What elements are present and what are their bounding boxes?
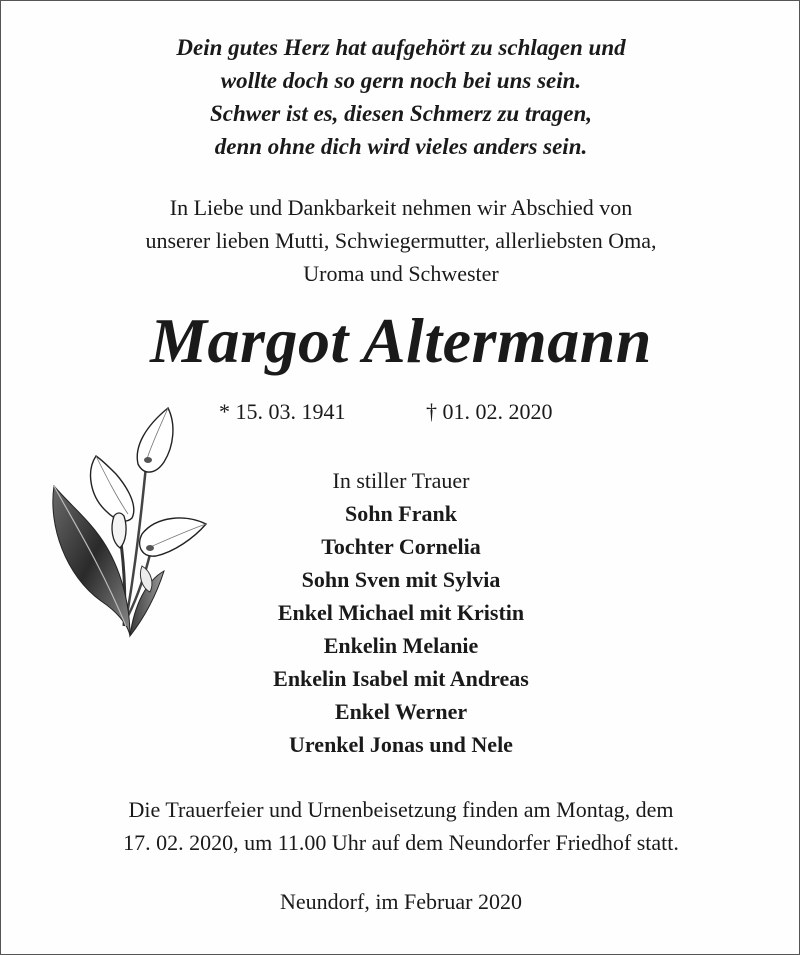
mourners-list xyxy=(1,497,800,761)
mourner-name: Enkelin Isabel mit Andreas xyxy=(273,666,529,691)
mourner-name: Tochter Cornelia xyxy=(321,534,481,559)
mourner-name: Sohn Sven mit Sylvia xyxy=(301,567,501,592)
deceased-name: Margot Altermann xyxy=(150,305,652,376)
poem-line: denn ohne dich wird vieles anders sein. xyxy=(214,134,588,159)
poem-line: Dein gutes Herz hat aufgehört zu schlagen und xyxy=(176,35,626,60)
ceremony-line: 17. 02. 2020, um 11.00 Uhr auf dem Neundorfer Friedhof statt. xyxy=(123,830,679,855)
intro-line: In Liebe und Dankbarkeit nehmen wir Abschied von xyxy=(169,195,633,220)
birth-date: * 15. 03. 1941 xyxy=(219,399,346,424)
death-date: † 01. 02. 2020 xyxy=(426,399,553,424)
ceremony-line: Die Trauerfeier und Urnenbeisetzung finden am Montag, dem xyxy=(128,797,674,822)
mourner-name: Enkel Werner xyxy=(334,699,468,724)
intro-text xyxy=(1,191,800,290)
poem-line: wollte doch so gern noch bei uns sein. xyxy=(220,68,582,93)
poem-line: Schwer ist es, diesen Schmerz zu tragen, xyxy=(209,101,593,126)
intro-line: unserer lieben Mutti, Schwiegermutter, allerliebsten Oma, xyxy=(145,228,657,253)
place-and-date: Neundorf, im Februar 2020 xyxy=(280,889,522,914)
intro-line: Uroma und Schwester xyxy=(303,261,499,286)
mourner-name: Sohn Frank xyxy=(345,501,457,526)
poem xyxy=(1,31,800,163)
mourners-heading: In stiller Trauer xyxy=(332,468,470,493)
mourner-name: Enkel Michael mit Kristin xyxy=(277,600,525,625)
ceremony-info xyxy=(1,793,800,859)
mourner-name: Urenkel Jonas und Nele xyxy=(289,732,513,757)
mourner-name: Enkelin Melanie xyxy=(323,633,479,658)
